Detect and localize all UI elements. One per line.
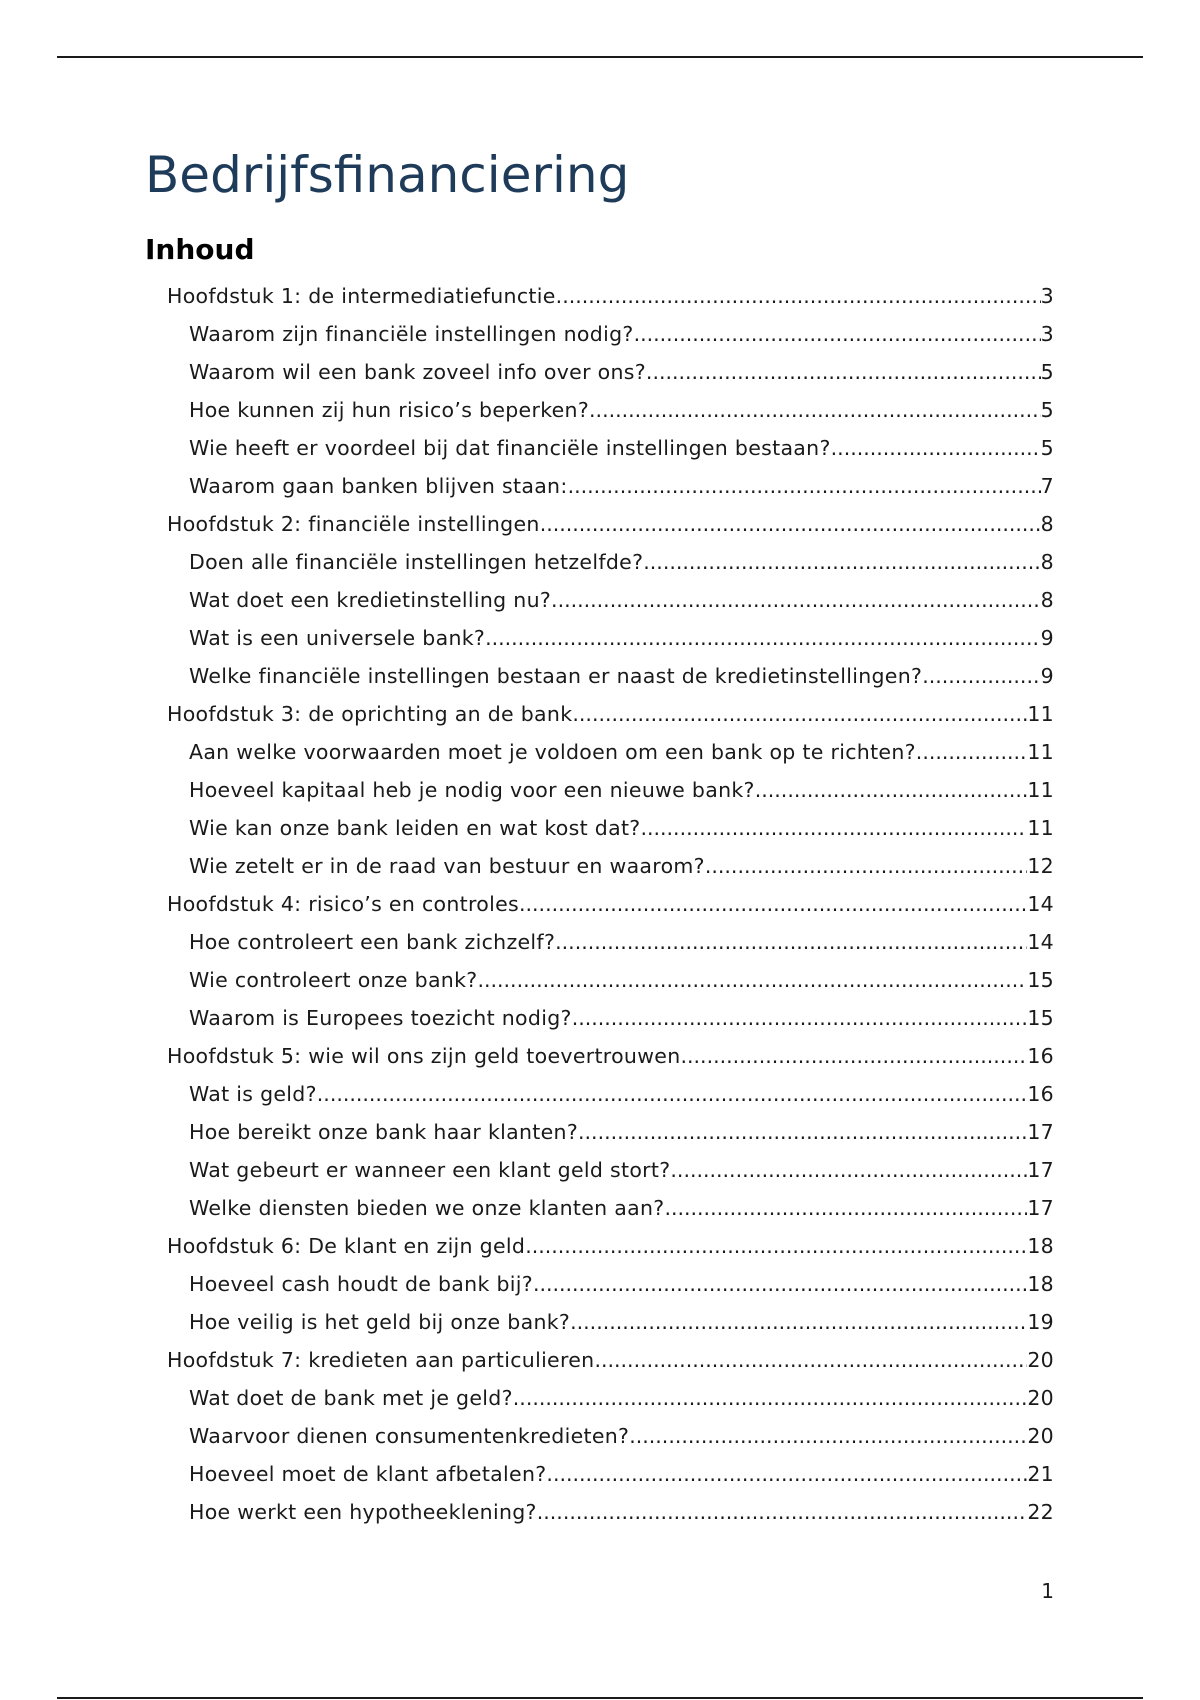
toc-chapter-entry[interactable] [0,1037,1054,1075]
toc-dot-leader [916,733,1028,771]
toc-dot-leader [546,1455,1027,1493]
toc-dot-leader [681,1037,1028,1075]
toc-chapter-entry[interactable] [0,1341,1054,1379]
toc-entry-title: Waarom wil een bank zoveel info over ons? [189,360,646,384]
toc-dot-leader [537,1493,1028,1531]
toc-section-entry[interactable] [0,809,1054,847]
toc-section-entry[interactable] [0,657,1054,695]
toc-entry-title: Wat doet een kredietinstelling nu? [189,588,552,612]
toc-entry-title: Wie heeft er voordeel bij dat financiële instellingen bestaan? [189,436,831,460]
toc-section-entry[interactable] [0,999,1054,1037]
toc-entry-title: Hoofdstuk 3: de oprichting an de bank [167,702,573,726]
toc-entry-page-number: 21 [1027,1462,1054,1486]
toc-dot-leader [643,543,1040,581]
toc-section-entry[interactable] [0,581,1054,619]
toc-chapter-entry[interactable] [0,277,1054,315]
toc-chapter-entry[interactable] [0,1227,1054,1265]
toc-section-entry[interactable] [0,543,1054,581]
toc-dot-leader [640,809,1027,847]
footer-rule [57,1697,1143,1699]
toc-entry-title: Hoe werkt een hypotheeklening? [189,1500,537,1524]
toc-entry-title: Hoe controleert een bank zichzelf? [189,930,556,954]
toc-entry-page-number: 5 [1040,436,1054,460]
toc-entry-page-number: 17 [1027,1158,1054,1182]
toc-dot-leader [485,619,1041,657]
toc-dot-leader [570,1303,1027,1341]
toc-dot-leader [634,315,1041,353]
toc-section-entry[interactable] [0,1113,1054,1151]
toc-section-entry[interactable] [0,1303,1054,1341]
toc-entry-title: Hoofdstuk 7: kredieten aan particulieren [167,1348,595,1372]
toc-section-entry[interactable] [0,961,1054,999]
toc-entry-page-number: 8 [1040,512,1054,536]
toc-entry-title: Wie kan onze bank leiden en wat kost dat? [189,816,641,840]
toc-entry-title: Hoofdstuk 6: De klant en zijn geld [167,1234,526,1258]
toc-section-entry[interactable] [0,1189,1054,1227]
toc-entry-page-number: 20 [1027,1348,1054,1372]
toc-entry-title: Hoe bereikt onze bank haar klanten? [189,1120,579,1144]
toc-entry-title: Waarom zijn financiële instellingen nodig? [189,322,634,346]
toc-dot-leader [572,695,1027,733]
toc-section-entry[interactable] [0,315,1054,353]
toc-section-entry[interactable] [0,619,1054,657]
toc-dot-leader [646,353,1041,391]
toc-entry-page-number: 8 [1040,550,1054,574]
document-title: Bedrijfsfinanciering [145,146,630,204]
toc-dot-leader [513,1379,1028,1417]
toc-entry-title: Hoe kunnen zij hun risico’s beperken? [189,398,590,422]
toc-entry-page-number: 5 [1040,398,1054,422]
toc-entry-page-number: 11 [1027,740,1054,764]
toc-chapter-entry[interactable] [0,695,1054,733]
toc-dot-leader [670,1151,1027,1189]
toc-section-entry[interactable] [0,1379,1054,1417]
toc-dot-leader [525,1227,1027,1265]
toc-section-entry[interactable] [0,353,1054,391]
toc-entry-page-number: 12 [1027,854,1054,878]
toc-entry-page-number: 7 [1040,474,1054,498]
toc-section-entry[interactable] [0,923,1054,961]
toc-dot-leader [519,885,1027,923]
toc-entry-title: Waarom gaan banken blijven staan: [189,474,568,498]
toc-dot-leader [755,771,1028,809]
toc-section-entry[interactable] [0,1417,1054,1455]
toc-section-entry[interactable] [0,1493,1054,1531]
toc-dot-leader [533,1265,1027,1303]
toc-dot-leader [629,1417,1027,1455]
toc-dot-leader [589,391,1041,429]
toc-dot-leader [664,1189,1027,1227]
toc-entry-page-number: 20 [1027,1386,1054,1410]
toc-entry-page-number: 14 [1027,930,1054,954]
toc-entry-title: Wie zetelt er in de raad van bestuur en waarom? [189,854,705,878]
toc-entry-title: Waarvoor dienen consumentenkredieten? [189,1424,630,1448]
toc-entry-title: Hoeveel kapitaal heb je nodig voor een nieuwe bank? [189,778,755,802]
toc-heading: Inhoud [145,233,255,266]
toc-section-entry[interactable] [0,429,1054,467]
toc-entry-page-number: 8 [1040,588,1054,612]
toc-section-entry[interactable] [0,1151,1054,1189]
table-of-contents [0,277,1200,1531]
toc-section-entry[interactable] [0,391,1054,429]
toc-dot-leader [578,1113,1027,1151]
toc-entry-page-number: 17 [1027,1120,1054,1144]
toc-dot-leader [922,657,1040,695]
toc-entry-title: Wat is geld? [189,1082,317,1106]
toc-section-entry[interactable] [0,467,1054,505]
toc-entry-title: Wie controleert onze bank? [189,968,478,992]
toc-section-entry[interactable] [0,733,1054,771]
toc-entry-title: Hoe veilig is het geld bij onze bank? [189,1310,571,1334]
toc-entry-title: Welke financiële instellingen bestaan er naast de kredietinstellingen? [189,664,923,688]
toc-entry-page-number: 5 [1040,360,1054,384]
toc-entry-page-number: 17 [1027,1196,1054,1220]
toc-dot-leader [551,581,1041,619]
toc-entry-page-number: 15 [1027,1006,1054,1030]
toc-entry-page-number: 9 [1040,626,1054,650]
toc-entry-page-number: 19 [1027,1310,1054,1334]
toc-entry-page-number: 9 [1040,664,1054,688]
toc-entry-title: Hoeveel moet de klant afbetalen? [189,1462,547,1486]
toc-entry-title: Hoofdstuk 4: risico’s en controles [167,892,519,916]
toc-entry-page-number: 20 [1027,1424,1054,1448]
toc-entry-page-number: 15 [1027,968,1054,992]
toc-entry-page-number: 18 [1027,1234,1054,1258]
header-rule [57,56,1143,58]
toc-entry-page-number: 14 [1027,892,1054,916]
toc-dot-leader [568,467,1041,505]
toc-entry-title: Aan welke voorwaarden moet je voldoen om een bank op te richten? [189,740,916,764]
toc-entry-title: Hoofdstuk 2: financiële instellingen [167,512,540,536]
toc-chapter-entry[interactable] [0,885,1054,923]
toc-chapter-entry[interactable] [0,505,1054,543]
toc-section-entry[interactable] [0,1265,1054,1303]
toc-entry-title: Hoeveel cash houdt de bank bij? [189,1272,533,1296]
toc-entry-page-number: 16 [1027,1082,1054,1106]
toc-dot-leader [555,923,1027,961]
toc-dot-leader [556,277,1041,315]
toc-dot-leader [572,999,1028,1037]
toc-entry-title: Hoofdstuk 5: wie wil ons zijn geld toevertrouwen [167,1044,681,1068]
toc-entry-page-number: 18 [1027,1272,1054,1296]
toc-entry-title: Doen alle financiële instellingen hetzelfde? [189,550,644,574]
toc-section-entry[interactable] [0,771,1054,809]
toc-entry-page-number: 11 [1027,778,1054,802]
toc-entry-title: Waarom is Europees toezicht nodig? [189,1006,572,1030]
toc-dot-leader [594,1341,1027,1379]
toc-entry-page-number: 11 [1027,702,1054,726]
toc-entry-title: Wat doet de bank met je geld? [189,1386,513,1410]
toc-dot-leader [705,847,1027,885]
toc-dot-leader [540,505,1041,543]
toc-section-entry[interactable] [0,1075,1054,1113]
toc-entry-title: Welke diensten bieden we onze klanten aan? [189,1196,665,1220]
toc-entry-title: Hoofdstuk 1: de intermediatiefunctie [167,284,556,308]
toc-section-entry[interactable] [0,847,1054,885]
toc-entry-page-number: 16 [1027,1044,1054,1068]
toc-entry-title: Wat is een universele bank? [189,626,486,650]
toc-entry-page-number: 11 [1027,816,1054,840]
toc-entry-page-number: 22 [1027,1500,1054,1524]
toc-entry-title: Wat gebeurt er wanneer een klant geld stort? [189,1158,671,1182]
toc-dot-leader [317,1075,1028,1113]
toc-entry-page-number: 3 [1040,322,1054,346]
toc-dot-leader [477,961,1027,999]
toc-section-entry[interactable] [0,1455,1054,1493]
toc-entry-page-number: 3 [1040,284,1054,308]
toc-dot-leader [831,429,1041,467]
page-number: 1 [1041,1579,1054,1603]
